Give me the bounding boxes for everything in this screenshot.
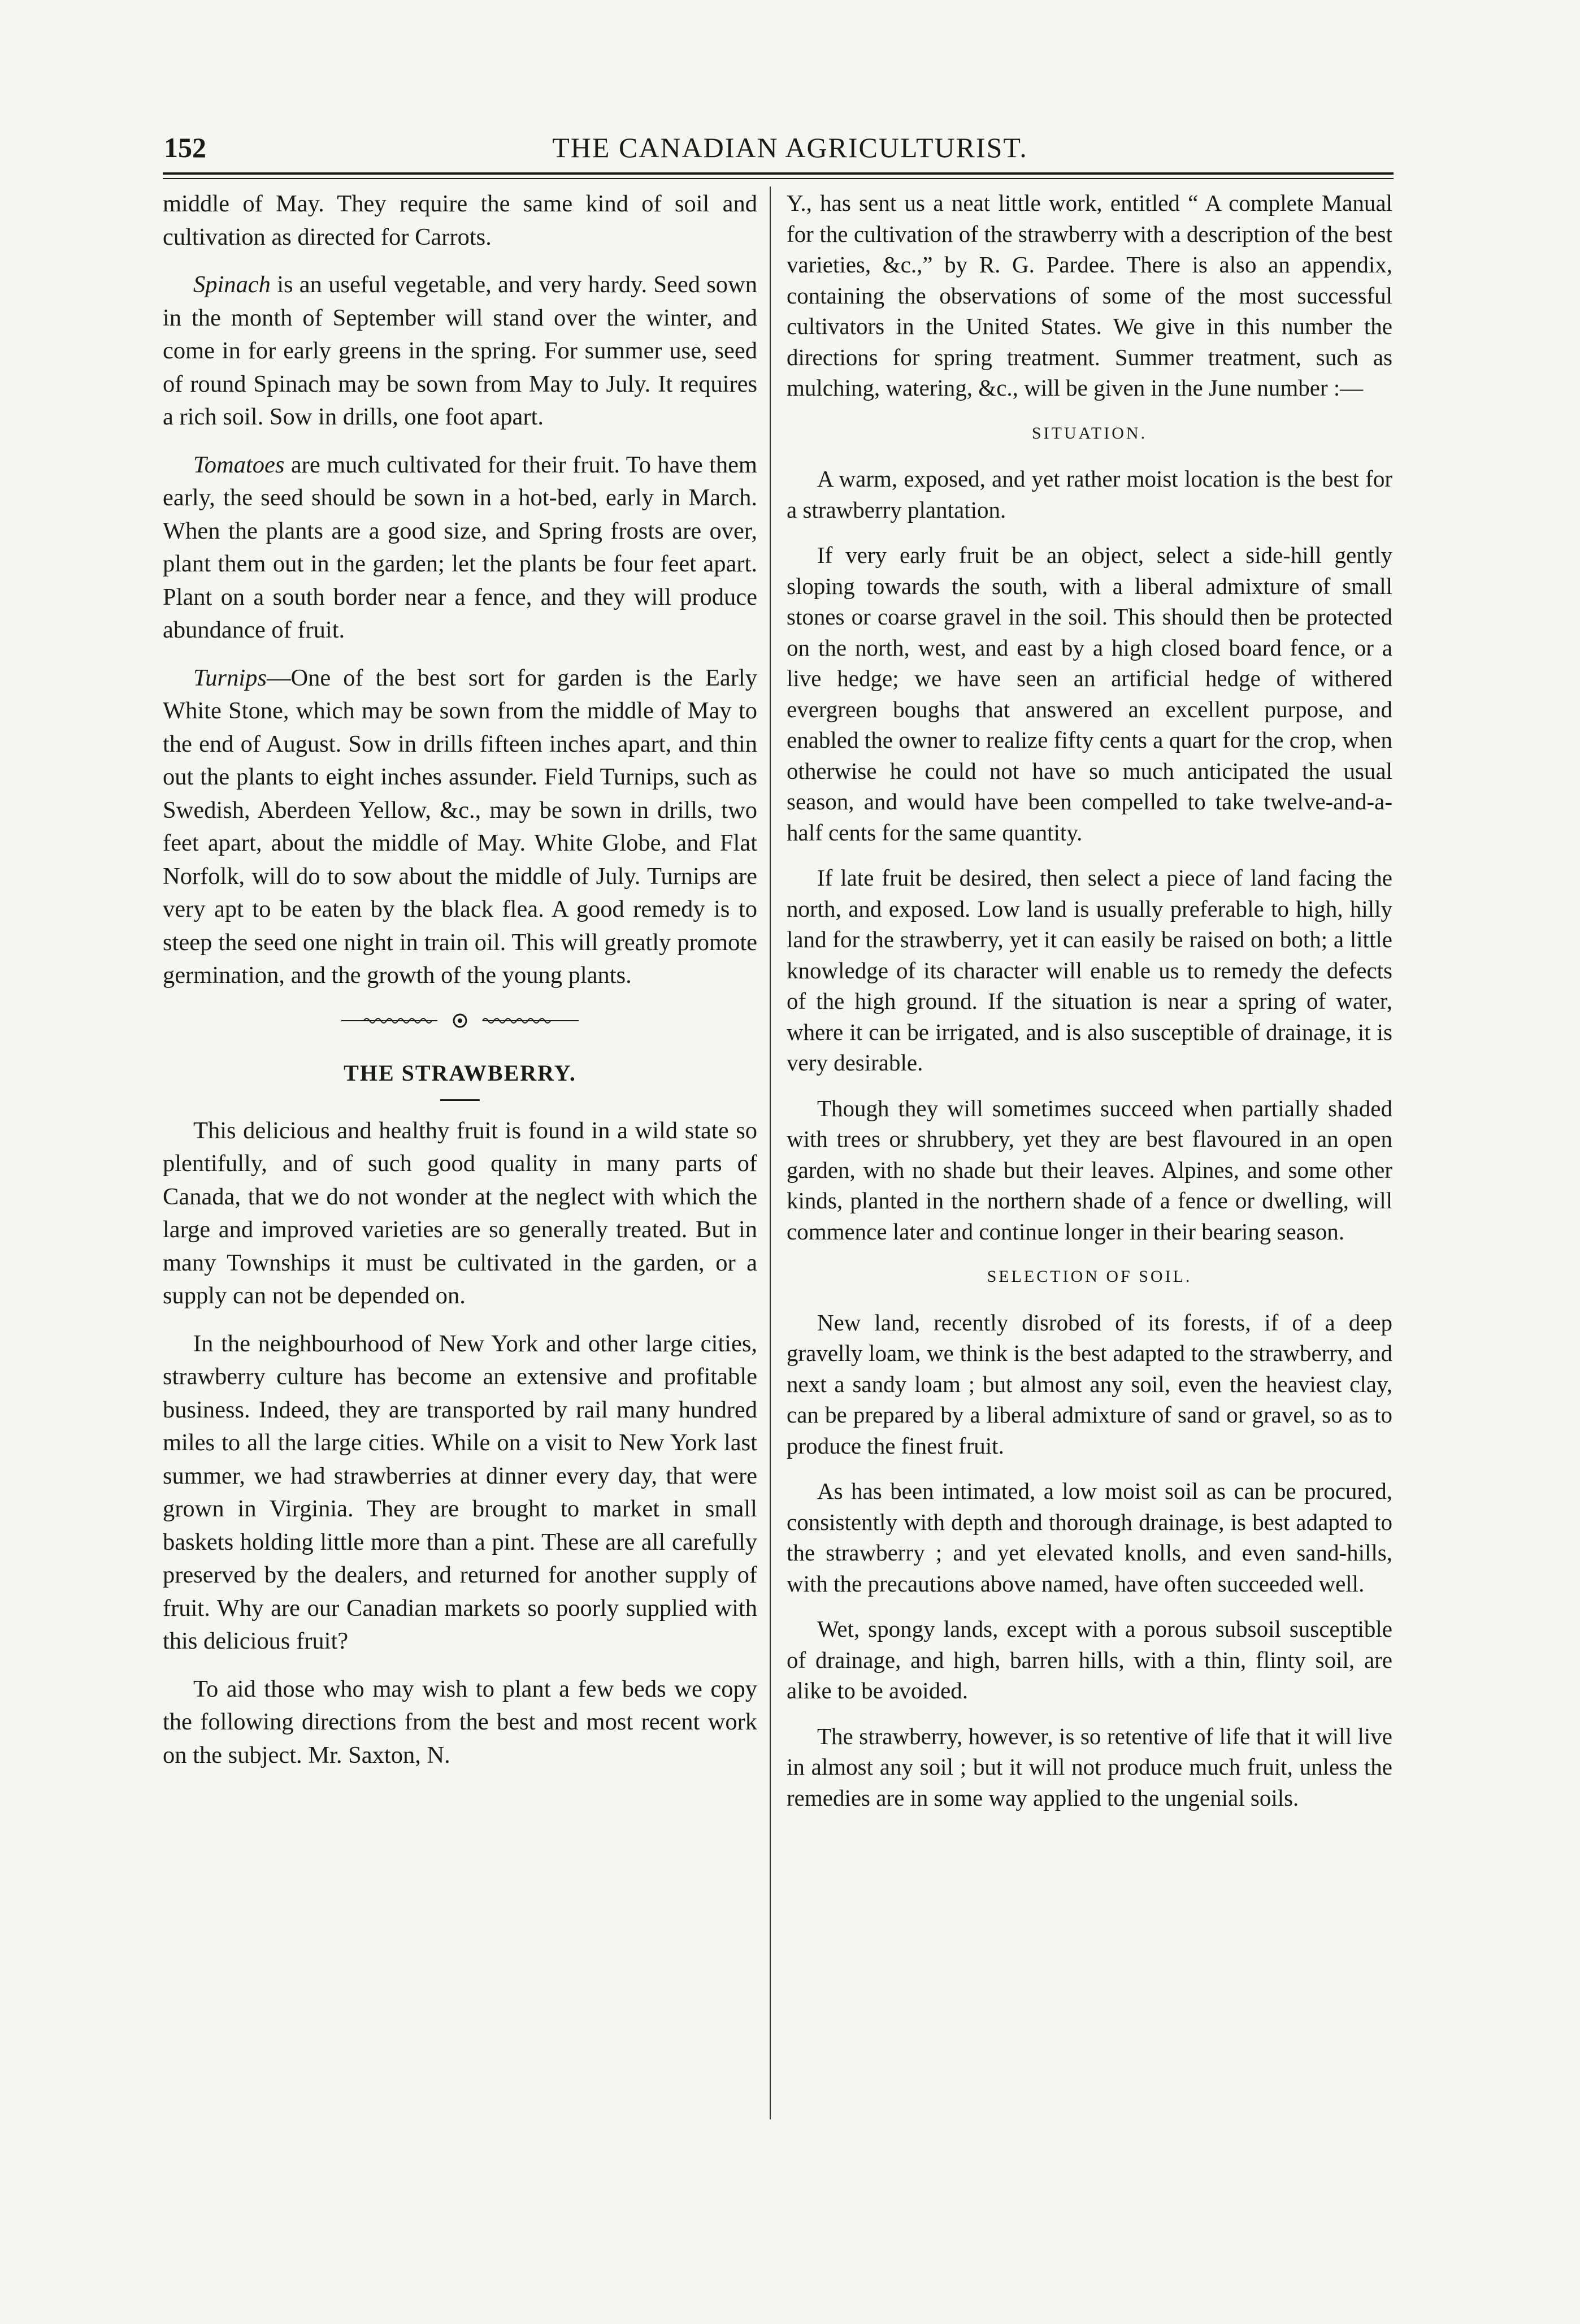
paragraph: To aid those who may wish to plant a few beds we copy the following directions from the best and most recent work on the subject. Mr. Saxton, N.: [163, 1675, 757, 1768]
paragraph: A warm, exposed, and yet rather moist location is the best for a strawberry plantation.: [787, 466, 1392, 523]
page-number: 152: [164, 132, 206, 163]
paragraph: The strawberry, however, is so retentive of life that it will live in almost any soil ; but it will not produce much fruit, unless the remedies are in some way applied to the ungenial soils.: [787, 1723, 1392, 1811]
section-title-strawberry: THE STRAWBERRY.: [344, 1060, 576, 1086]
paragraph: As has been intimated, a low moist soil as can be procured, consistently with depth and thorough drainage, is best adapted to the strawberry ; and yet elevated knolls, and even sand-hills, with the precautions above named, have often succeeded well.: [787, 1478, 1392, 1597]
paragraph-text: is an useful vegetable, and very hardy. Seed sown in the month of September will stand over the winter, and come in for early greens in the spring. For summer use, seed of round Spinach may be sown from May to July. It requires a rich soil. Sow in drills, one foot apart.: [163, 271, 757, 430]
paragraph: Wet, spongy lands, except with a porous subsoil susceptible of drainage, and high, barren hills, with a thin, flinty soil, are alike to be avoided.: [787, 1616, 1392, 1703]
title-rule: [440, 1099, 480, 1101]
paragraph: Though they will sometimes succeed when partially shaded with trees or shrubbery, yet they are best flavoured in an open garden, with no shade but their leaves. Alpines, and some other kinds, planted in the northern shade of a fence or dwelling, will commence later and continue longer in their bearing season.: [787, 1095, 1392, 1245]
paragraph-spinach: [163, 268, 757, 434]
heading-situation: SITUATION.: [1031, 423, 1148, 443]
lead-word: Turnips: [193, 664, 267, 691]
paragraph: If very early fruit be an object, select a side-hill gently sloping towards the south, with a liberal admixture of small stones or coarse gravel in the soil. This should then be protected on the north, west, and east by a high closed board fence, or a live hedge; we have seen an artificial hedge of withered evergreen boughs that answered an excellent purpose, and enabled the owner to realize fifty cents a quart for the crop, when otherwise he could not have so much anticipated the usual season, and would have been compelled to take twelve-and-a-half cents for the same quantity.: [787, 542, 1392, 846]
paragraph: New land, recently disrobed of its forests, if of a deep gravelly loam, we think is the best adapted to the strawberry, and next a sandy loam ; but almost any soil, even the heaviest clay, can be prepared by a liberal admixture of sand or gravel, so as to produce the finest fruit.: [787, 1309, 1392, 1459]
left-column: [163, 188, 757, 1787]
paragraph-turnips: [163, 662, 757, 992]
lead-word: Tomatoes: [193, 451, 285, 478]
column-divider: [770, 187, 771, 2119]
paragraph: middle of May. They require the same kind of soil and cultivation as directed for Carrots.: [163, 190, 757, 250]
paragraph-text: —One of the best sort for garden is the Early White Stone, which may be sown from the middle of May to the end of August. Sow in drills fifteen inches apart, and thin out the plants to eight inches assunder. Field Turnips, such as Swedish, Aberdeen Yellow, &c., may be sown in drills, two feet apart, about the middle of May. White Globe, and Flat Norfolk, will do to sow about the middle of July. Turnips are very apt to be eaten by the black flea. A good remedy is to steep the seed one night in train oil. This will greatly promote germination, and the growth of the young plants.: [163, 664, 757, 988]
right-column: [787, 188, 1392, 1828]
paragraph: If late fruit be desired, then select a piece of land facing the north, and exposed. Low land is usually preferable to high, hilly land for the strawberry, yet it can easily be raised on both; a little knowledge of its character will enable us to remedy the defects of the high ground. If the situation is near a spring of water, where it can be irrigated, and is also susceptible of drainage, it is very desirable.: [787, 865, 1392, 1076]
lead-word: Spinach: [193, 271, 271, 298]
paragraph-text: are much cultivated for their fruit. To have them early, the seed should be sown in a hot-bed, early in March. When the plants are a good size, and Spring frosts are over, plant them out in the garden; let the plants be four feet apart. Plant on a south border near a fence, and they will produce abundance of fruit.: [163, 451, 757, 643]
paragraph-tomatoes: [163, 449, 757, 647]
paragraph: Y., has sent us a neat little work, entitled “ A complete Manual for the cultivation of the strawberry with a description of the best varieties, &c.,” by R. G. Pardee. There is also an appendix, containing the observations of some of the most successful cultivators in the United States. We give in this number the directions for spring treatment. Summer treatment, such as mulching, watering, &c., will be given in the June number :—: [787, 190, 1392, 401]
paragraph: In the neighbourhood of New York and other large cities, strawberry culture has become an extensive and profitable business. Indeed, they are transported by rail many hundred miles to all the large cities. While on a visit to New York last summer, we had strawberries at dinner every day, that were grown in Virginia. They are brought to market in small baskets holding little more than a pint. These are all carefully preserved by the dealers, and returned for another supply of fruit. Why are our Canadian markets so poorly supplied with this delicious fruit?: [163, 1330, 757, 1654]
heading-selection-of-soil: SELECTION OF SOIL.: [987, 1267, 1192, 1286]
running-title: THE CANADIAN AGRICULTURIST.: [552, 132, 1028, 163]
paragraph: This delicious and healthy fruit is found in a wild state so plentifully, and of such good quality in many parts of Canada, that we do not wonder at the neglect with which the large and improved varieties are so generally treated. But in many Townships it must be cultivated in the garden, or a supply can not be depended on.: [163, 1117, 757, 1309]
header-rule: [163, 172, 1394, 179]
ornament-divider-icon: [163, 1007, 757, 1040]
